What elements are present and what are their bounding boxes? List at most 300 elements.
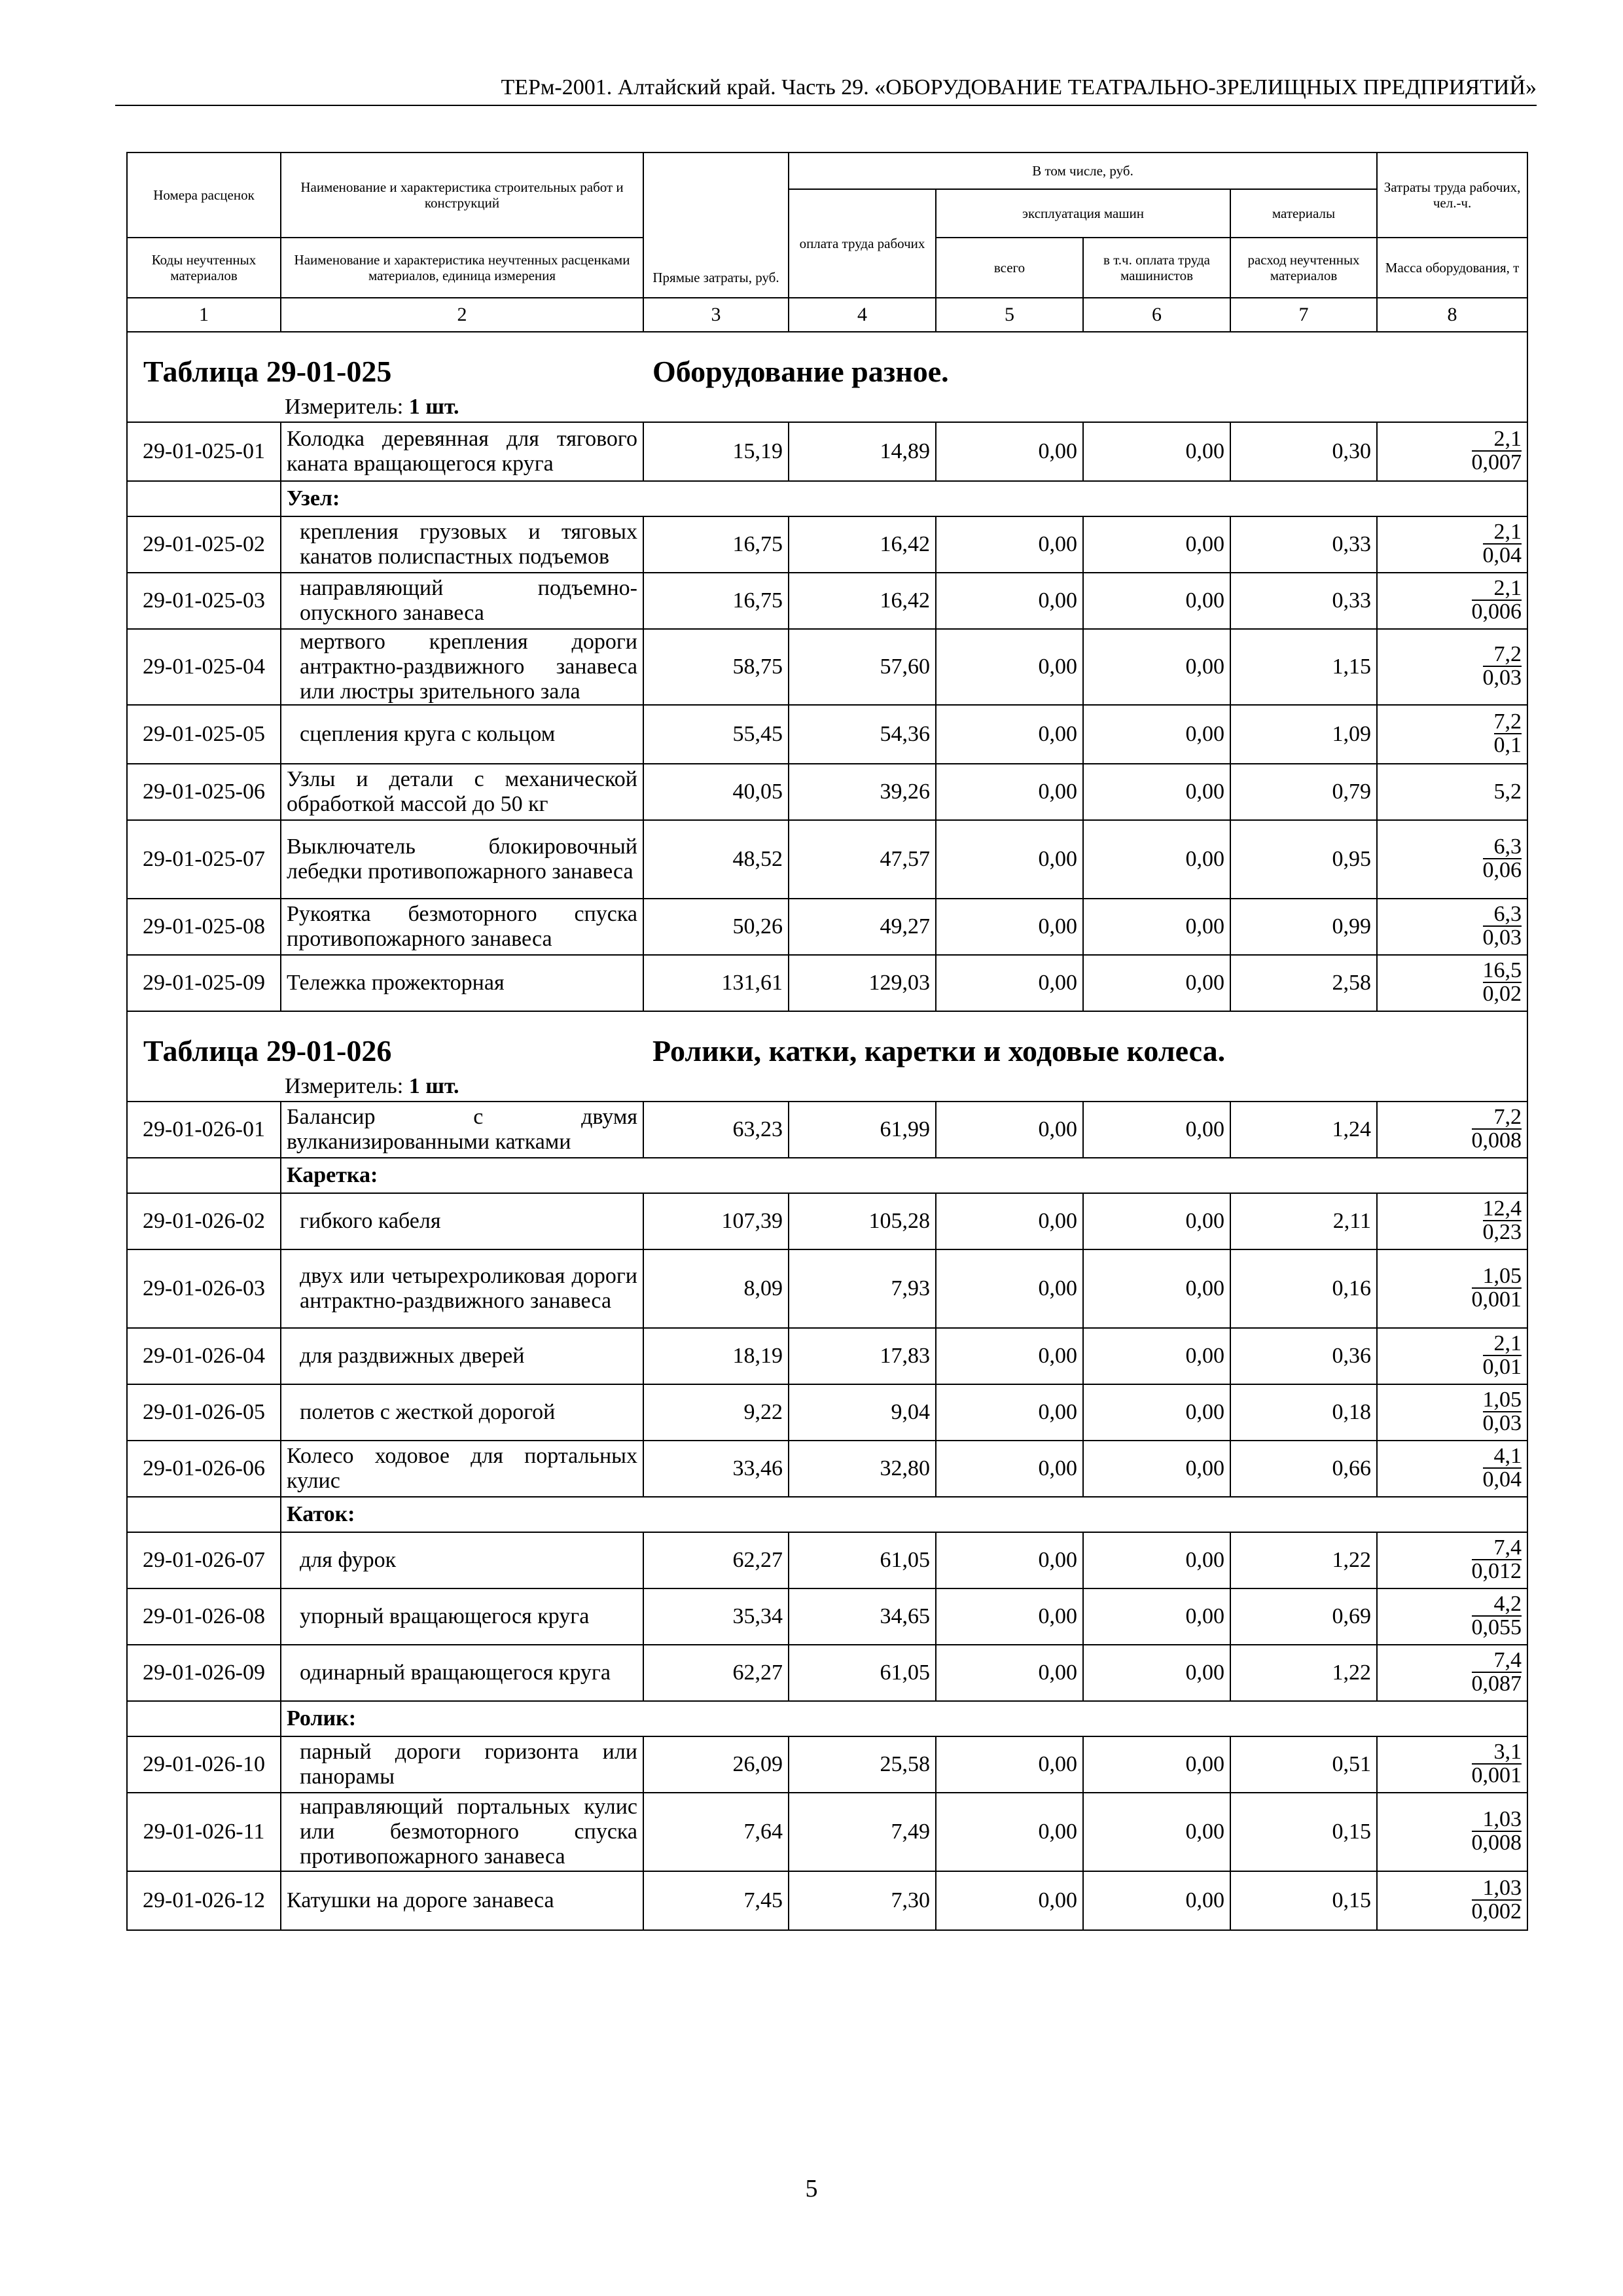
rate-code: 29-01-026-01 bbox=[127, 1102, 281, 1158]
rate-row bbox=[127, 573, 1527, 629]
labor-hours: 4,2 bbox=[1472, 1593, 1522, 1617]
value-mach-lab: 0,00 bbox=[1083, 899, 1230, 955]
labor-mass-cell bbox=[1377, 764, 1527, 820]
equipment-mass: 0,01 bbox=[1482, 1355, 1522, 1379]
value-labor: 61,05 bbox=[789, 1532, 936, 1588]
rate-name: мертвого крепления дороги антрактно-раздвижного занавеса или люстры зрительного зала bbox=[281, 629, 643, 705]
col3-header: Прямые затраты, руб. bbox=[643, 152, 789, 298]
value-mach: 0,00 bbox=[936, 629, 1083, 705]
equipment-mass: 0,008 bbox=[1471, 1831, 1522, 1855]
value-labor: 129,03 bbox=[789, 955, 936, 1011]
value-mach: 0,00 bbox=[936, 1102, 1083, 1158]
col1-bottom-header: Коды неучтенных материалов bbox=[127, 238, 281, 298]
labor-hours: 1,03 bbox=[1472, 1808, 1522, 1832]
value-mat: 1,15 bbox=[1230, 629, 1377, 705]
value-direct: 62,27 bbox=[643, 1645, 789, 1701]
labor-mass-cell bbox=[1377, 820, 1527, 899]
value-direct: 15,19 bbox=[643, 422, 789, 481]
col7-header: расход неучтенных материалов bbox=[1230, 238, 1377, 298]
value-mach: 0,00 bbox=[936, 764, 1083, 820]
labor-mass-fraction bbox=[1483, 1198, 1522, 1244]
rate-name: парный дороги горизонта или панорамы bbox=[281, 1736, 643, 1793]
labor-mass-fraction bbox=[1472, 1741, 1522, 1787]
value-labor: 25,58 bbox=[789, 1736, 936, 1793]
rate-code: 29-01-026-06 bbox=[127, 1441, 281, 1497]
value-mach: 0,00 bbox=[936, 1328, 1083, 1384]
value-labor: 32,80 bbox=[789, 1441, 936, 1497]
value-direct: 16,75 bbox=[643, 516, 789, 573]
group-row bbox=[127, 1497, 1527, 1532]
labor-hours: 2,1 bbox=[1472, 428, 1522, 452]
rate-row bbox=[127, 705, 1527, 764]
labor-mass-cell bbox=[1377, 1532, 1527, 1588]
value-mach-lab: 0,00 bbox=[1083, 1249, 1230, 1328]
table-title-cell bbox=[127, 332, 1527, 393]
labor-hours: 7,2 bbox=[1472, 1106, 1522, 1130]
rate-row bbox=[127, 1871, 1527, 1930]
equipment-mass: 0,1 bbox=[1493, 733, 1522, 757]
labor-mass-fraction bbox=[1483, 1445, 1522, 1491]
labor-mass-cell bbox=[1377, 1871, 1527, 1930]
labor-mass-cell bbox=[1377, 1441, 1527, 1497]
rate-name: сцепления круга с кольцом bbox=[281, 705, 643, 764]
rate-row bbox=[127, 1588, 1527, 1645]
equipment-mass: 0,002 bbox=[1471, 1899, 1522, 1924]
rate-name: упорный вращающегося круга bbox=[281, 1588, 643, 1645]
labor-mass-fraction bbox=[1472, 1593, 1522, 1639]
labor-hours: 3,1 bbox=[1472, 1741, 1522, 1765]
value-direct: 26,09 bbox=[643, 1736, 789, 1793]
rate-code: 29-01-026-12 bbox=[127, 1871, 281, 1930]
rate-code: 29-01-026-09 bbox=[127, 1645, 281, 1701]
rate-name: гибкого кабеля bbox=[281, 1193, 643, 1249]
rate-code: 29-01-026-02 bbox=[127, 1193, 281, 1249]
rate-name: Выключатель блокировочный лебедки противопожарного занавеса bbox=[281, 820, 643, 899]
group-label: Ролик: bbox=[281, 1701, 1527, 1736]
value-mat: 1,24 bbox=[1230, 1102, 1377, 1158]
value-mach: 0,00 bbox=[936, 1736, 1083, 1793]
rate-row bbox=[127, 1102, 1527, 1158]
value-mach-lab: 0,00 bbox=[1083, 1328, 1230, 1384]
value-direct: 33,46 bbox=[643, 1441, 789, 1497]
materials-header: материалы bbox=[1230, 189, 1377, 238]
labor-hours: 7,2 bbox=[1493, 709, 1522, 734]
value-mach: 0,00 bbox=[936, 820, 1083, 899]
column-number: 2 bbox=[281, 298, 643, 332]
value-direct: 8,09 bbox=[643, 1249, 789, 1328]
labor-hours: 6,3 bbox=[1483, 836, 1522, 859]
value-mach: 0,00 bbox=[936, 516, 1083, 573]
column-number: 3 bbox=[643, 298, 789, 332]
labor-mass-cell bbox=[1377, 1645, 1527, 1701]
value-mach: 0,00 bbox=[936, 705, 1083, 764]
value-mach: 0,00 bbox=[936, 1384, 1083, 1441]
table-section-025 bbox=[127, 332, 1527, 1011]
group-code-cell bbox=[127, 1158, 281, 1193]
rate-code: 29-01-026-03 bbox=[127, 1249, 281, 1328]
rate-row bbox=[127, 764, 1527, 820]
measure-value: 1 шт. bbox=[408, 395, 459, 419]
value-mat: 2,11 bbox=[1230, 1193, 1377, 1249]
measure-row bbox=[127, 1072, 1527, 1102]
labor-mass-fraction bbox=[1472, 428, 1522, 474]
labor-mass-cell bbox=[1377, 629, 1527, 705]
rate-code: 29-01-026-07 bbox=[127, 1532, 281, 1588]
rate-code: 29-01-026-11 bbox=[127, 1793, 281, 1871]
rate-row bbox=[127, 516, 1527, 573]
value-mat: 0,51 bbox=[1230, 1736, 1377, 1793]
equipment-mass: 0,006 bbox=[1471, 600, 1522, 624]
rate-row bbox=[127, 1193, 1527, 1249]
rate-code: 29-01-026-04 bbox=[127, 1328, 281, 1384]
equipment-mass: 0,03 bbox=[1482, 1411, 1522, 1435]
value-mach-lab: 0,00 bbox=[1083, 820, 1230, 899]
labor-hours: 1,03 bbox=[1472, 1877, 1522, 1901]
rate-row bbox=[127, 820, 1527, 899]
value-mach: 0,00 bbox=[936, 955, 1083, 1011]
rate-name: Тележка прожекторная bbox=[281, 955, 643, 1011]
rate-code: 29-01-025-06 bbox=[127, 764, 281, 820]
value-labor: 16,42 bbox=[789, 573, 936, 629]
rate-row bbox=[127, 1328, 1527, 1384]
table-section-026 bbox=[127, 1011, 1527, 1930]
value-mach-lab: 0,00 bbox=[1083, 1441, 1230, 1497]
table-number: Таблица 29-01-025 bbox=[143, 355, 392, 388]
labor-mass-fraction bbox=[1483, 643, 1522, 689]
labor-mass-cell bbox=[1377, 1588, 1527, 1645]
rate-name: двух или четырехроликовая дороги антрактно-раздвижного занавеса bbox=[281, 1249, 643, 1328]
equipment-mass: 0,06 bbox=[1482, 858, 1522, 882]
value-mach-lab: 0,00 bbox=[1083, 1588, 1230, 1645]
table-number: Таблица 29-01-026 bbox=[143, 1034, 392, 1067]
labor-mass-fraction bbox=[1472, 1649, 1522, 1695]
value-direct: 18,19 bbox=[643, 1328, 789, 1384]
value-mach: 0,00 bbox=[936, 1588, 1083, 1645]
value-mach-lab: 0,00 bbox=[1083, 1645, 1230, 1701]
value-mach: 0,00 bbox=[936, 1193, 1083, 1249]
labor-mass-cell bbox=[1377, 705, 1527, 764]
rate-name: направляющий портальных кулис или безмоторного спуска противопожарного занавеса bbox=[281, 1793, 643, 1871]
col8-top-header: Затраты труда рабочих, чел.-ч. bbox=[1377, 152, 1527, 238]
group-label: Каток: bbox=[281, 1497, 1527, 1532]
value-mat: 2,58 bbox=[1230, 955, 1377, 1011]
page-header: ТЕРм-2001. Алтайский край. Часть 29. «ОБОРУДОВАНИЕ ТЕАТРАЛЬНО-ЗРЕЛИЩНЫХ ПРЕДПРИЯТИЙ» bbox=[115, 71, 1537, 106]
labor-mass-cell bbox=[1377, 1736, 1527, 1793]
value-mat: 0,30 bbox=[1230, 422, 1377, 481]
labor-mass-fraction bbox=[1483, 960, 1522, 1005]
value-mach: 0,00 bbox=[936, 899, 1083, 955]
col6-header: в т.ч. оплата труда машинистов bbox=[1083, 238, 1230, 298]
labor-hours: 2,1 bbox=[1472, 577, 1522, 601]
rate-name: одинарный вращающегося круга bbox=[281, 1645, 643, 1701]
labor-mass-cell bbox=[1377, 899, 1527, 955]
rate-row bbox=[127, 1249, 1527, 1328]
rate-row bbox=[127, 955, 1527, 1011]
equipment-mass: 0,02 bbox=[1482, 982, 1522, 1006]
value-direct: 63,23 bbox=[643, 1102, 789, 1158]
labor-mass-cell bbox=[1377, 516, 1527, 573]
measure-cell bbox=[127, 393, 1527, 422]
value-labor: 14,89 bbox=[789, 422, 936, 481]
rate-row bbox=[127, 422, 1527, 481]
labor-hours: 12,4 bbox=[1482, 1196, 1522, 1221]
page-number: 5 bbox=[805, 2175, 818, 2202]
value-labor: 57,60 bbox=[789, 629, 936, 705]
rate-code: 29-01-025-03 bbox=[127, 573, 281, 629]
value-labor: 9,04 bbox=[789, 1384, 936, 1441]
value-direct: 35,34 bbox=[643, 1588, 789, 1645]
rates-table bbox=[126, 152, 1528, 1931]
column-numbers-row bbox=[127, 298, 1527, 332]
rate-name: Рукоятка безмоторного спуска противопожарного занавеса bbox=[281, 899, 643, 955]
column-number: 1 bbox=[127, 298, 281, 332]
labor-hours: 1,05 bbox=[1472, 1265, 1522, 1289]
rate-name: Балансир с двумя вулканизированными катками bbox=[281, 1102, 643, 1158]
table-title-cell bbox=[127, 1011, 1527, 1072]
rate-name: для фурок bbox=[281, 1532, 643, 1588]
equipment-mass: 0,001 bbox=[1471, 1287, 1522, 1312]
rate-code: 29-01-026-10 bbox=[127, 1736, 281, 1793]
labor-hours: 7,4 bbox=[1472, 1537, 1522, 1560]
value-labor: 7,93 bbox=[789, 1249, 936, 1328]
value-mach-lab: 0,00 bbox=[1083, 629, 1230, 705]
equipment-mass: 0,04 bbox=[1482, 543, 1522, 567]
value-mat: 0,79 bbox=[1230, 764, 1377, 820]
value-direct: 48,52 bbox=[643, 820, 789, 899]
value-direct: 55,45 bbox=[643, 705, 789, 764]
value-direct: 7,64 bbox=[643, 1793, 789, 1871]
value-direct: 50,26 bbox=[643, 899, 789, 955]
value-direct: 107,39 bbox=[643, 1193, 789, 1249]
rate-row bbox=[127, 1645, 1527, 1701]
value-direct: 9,22 bbox=[643, 1384, 789, 1441]
table-title-row bbox=[127, 1011, 1527, 1072]
labor-mass-cell bbox=[1377, 422, 1527, 481]
equipment-mass: 0,23 bbox=[1482, 1220, 1522, 1244]
machines-header: эксплуатация машин bbox=[936, 189, 1230, 238]
rate-code: 29-01-025-02 bbox=[127, 516, 281, 573]
value-mach-lab: 0,00 bbox=[1083, 1193, 1230, 1249]
column-number: 5 bbox=[936, 298, 1083, 332]
equipment-mass: 0,03 bbox=[1482, 666, 1522, 690]
value-mat: 0,69 bbox=[1230, 1588, 1377, 1645]
value-labor: 61,99 bbox=[789, 1102, 936, 1158]
equipment-mass: 0,008 bbox=[1471, 1128, 1522, 1153]
labor-hours: 7,4 bbox=[1472, 1649, 1522, 1673]
rate-name: крепления грузовых и тяговых канатов полиспастных подъемов bbox=[281, 516, 643, 573]
value-mat: 0,16 bbox=[1230, 1249, 1377, 1328]
value-mat: 0,66 bbox=[1230, 1441, 1377, 1497]
value-mach: 0,00 bbox=[936, 1645, 1083, 1701]
equipment-mass: 0,04 bbox=[1482, 1467, 1522, 1492]
col1-top-header: Номера расценок bbox=[127, 152, 281, 238]
labor-mass-cell bbox=[1377, 1193, 1527, 1249]
table-title: Оборудование разное. bbox=[652, 355, 949, 388]
group-row bbox=[127, 481, 1527, 516]
labor-mass-fraction bbox=[1472, 1106, 1522, 1152]
equipment-mass: 0,055 bbox=[1471, 1615, 1522, 1640]
labor-mass-cell bbox=[1377, 1793, 1527, 1871]
labor-mass-fraction bbox=[1472, 1265, 1522, 1311]
value-mach: 0,00 bbox=[936, 1793, 1083, 1871]
value-direct: 40,05 bbox=[643, 764, 789, 820]
column-number: 7 bbox=[1230, 298, 1377, 332]
labor-mass-cell bbox=[1377, 1102, 1527, 1158]
value-mach-lab: 0,00 bbox=[1083, 1736, 1230, 1793]
value-labor: 7,30 bbox=[789, 1871, 936, 1930]
column-number: 4 bbox=[789, 298, 936, 332]
rate-name: Колодка деревянная для тягового каната вращающегося круга bbox=[281, 422, 643, 481]
rate-code: 29-01-026-05 bbox=[127, 1384, 281, 1441]
labor-hours: 2,1 bbox=[1483, 1333, 1522, 1356]
incl-header: В том числе, руб. bbox=[789, 152, 1377, 189]
labor-hours: 5,2 bbox=[1493, 780, 1522, 804]
equipment-mass: 0,087 bbox=[1471, 1672, 1522, 1696]
rate-name: Узлы и детали с механической обработкой массой до 50 кг bbox=[281, 764, 643, 820]
labor-mass-cell bbox=[1377, 1384, 1527, 1441]
labor-hours: 6,3 bbox=[1483, 903, 1522, 927]
value-mat: 0,33 bbox=[1230, 516, 1377, 573]
rate-code: 29-01-025-04 bbox=[127, 629, 281, 705]
equipment-mass: 0,012 bbox=[1471, 1559, 1522, 1583]
group-code-cell bbox=[127, 1701, 281, 1736]
measure-label: Измеритель: bbox=[285, 1074, 404, 1098]
value-mach: 0,00 bbox=[936, 1249, 1083, 1328]
value-mach-lab: 0,00 bbox=[1083, 1102, 1230, 1158]
group-label: Узел: bbox=[281, 481, 1527, 516]
measure-cell bbox=[127, 1072, 1527, 1102]
measure-label: Измеритель: bbox=[285, 395, 404, 419]
rate-name: Катушки на дороге занавеса bbox=[281, 1871, 643, 1930]
value-mat: 0,36 bbox=[1230, 1328, 1377, 1384]
col5-header: всего bbox=[936, 238, 1083, 298]
labor-mass-fraction bbox=[1472, 577, 1522, 623]
value-mach-lab: 0,00 bbox=[1083, 705, 1230, 764]
rate-code: 29-01-025-01 bbox=[127, 422, 281, 481]
value-labor: 47,57 bbox=[789, 820, 936, 899]
column-number: 6 bbox=[1083, 298, 1230, 332]
rate-row bbox=[127, 1384, 1527, 1441]
col8-bottom-header: Масса оборудования, т bbox=[1377, 238, 1527, 298]
rate-row bbox=[127, 1532, 1527, 1588]
col4-header: оплата труда рабочих bbox=[789, 189, 936, 298]
rate-row bbox=[127, 1793, 1527, 1871]
group-row bbox=[127, 1158, 1527, 1193]
equipment-mass: 0,007 bbox=[1471, 450, 1522, 475]
labor-mass-cell bbox=[1377, 573, 1527, 629]
table-title: Ролики, катки, каретки и ходовые колеса. bbox=[652, 1034, 1226, 1067]
labor-hours: 4,1 bbox=[1483, 1445, 1522, 1469]
labor-mass-fraction bbox=[1472, 1537, 1522, 1583]
value-mach: 0,00 bbox=[936, 1871, 1083, 1930]
value-mach: 0,00 bbox=[936, 1441, 1083, 1497]
value-labor: 54,36 bbox=[789, 705, 936, 764]
value-mach-lab: 0,00 bbox=[1083, 764, 1230, 820]
value-direct: 58,75 bbox=[643, 629, 789, 705]
value-labor: 49,27 bbox=[789, 899, 936, 955]
labor-mass-fraction bbox=[1483, 903, 1522, 949]
value-labor: 39,26 bbox=[789, 764, 936, 820]
value-mat: 0,15 bbox=[1230, 1871, 1377, 1930]
value-labor: 105,28 bbox=[789, 1193, 936, 1249]
value-mach-lab: 0,00 bbox=[1083, 1532, 1230, 1588]
col2-top-header: Наименование и характеристика строительных работ и конструкций bbox=[281, 152, 643, 238]
group-row bbox=[127, 1701, 1527, 1736]
labor-hours: 16,5 bbox=[1482, 958, 1522, 982]
value-direct: 62,27 bbox=[643, 1532, 789, 1588]
value-mach-lab: 0,00 bbox=[1083, 1871, 1230, 1930]
value-mat: 0,95 bbox=[1230, 820, 1377, 899]
group-code-cell bbox=[127, 481, 281, 516]
equipment-mass: 0,03 bbox=[1482, 925, 1522, 950]
value-mach: 0,00 bbox=[936, 1532, 1083, 1588]
value-mat: 1,22 bbox=[1230, 1532, 1377, 1588]
table-title-row bbox=[127, 332, 1527, 393]
labor-mass-fraction bbox=[1494, 711, 1522, 757]
value-mat: 0,33 bbox=[1230, 573, 1377, 629]
group-code-cell bbox=[127, 1497, 281, 1532]
rate-code: 29-01-025-05 bbox=[127, 705, 281, 764]
value-direct: 16,75 bbox=[643, 573, 789, 629]
labor-mass-fraction bbox=[1472, 1808, 1522, 1854]
value-mach-lab: 0,00 bbox=[1083, 1793, 1230, 1871]
rate-row bbox=[127, 1736, 1527, 1793]
value-mach-lab: 0,00 bbox=[1083, 516, 1230, 573]
rate-code: 29-01-026-08 bbox=[127, 1588, 281, 1645]
value-labor: 7,49 bbox=[789, 1793, 936, 1871]
value-mach: 0,00 bbox=[936, 422, 1083, 481]
labor-mass-cell bbox=[1377, 955, 1527, 1011]
labor-hours: 2,1 bbox=[1483, 521, 1522, 545]
measure-row bbox=[127, 393, 1527, 422]
rate-code: 29-01-025-09 bbox=[127, 955, 281, 1011]
labor-hours: 1,05 bbox=[1482, 1388, 1522, 1412]
value-labor: 17,83 bbox=[789, 1328, 936, 1384]
value-mach-lab: 0,00 bbox=[1083, 1384, 1230, 1441]
col2-bottom-header: Наименование и характеристика неучтенных расценками материалов, единица измерения bbox=[281, 238, 643, 298]
rate-name: для раздвижных дверей bbox=[281, 1328, 643, 1384]
rate-code: 29-01-025-07 bbox=[127, 820, 281, 899]
labor-mass-cell bbox=[1377, 1249, 1527, 1328]
value-mat: 1,22 bbox=[1230, 1645, 1377, 1701]
rate-name: полетов с жесткой дорогой bbox=[281, 1384, 643, 1441]
column-number: 8 bbox=[1377, 298, 1527, 332]
rate-row bbox=[127, 629, 1527, 705]
rate-name: направляющий подъемно-опускного занавеса bbox=[281, 573, 643, 629]
rate-name: Колесо ходовое для портальных кулис bbox=[281, 1441, 643, 1497]
value-labor: 34,65 bbox=[789, 1588, 936, 1645]
rate-row bbox=[127, 1441, 1527, 1497]
rate-row bbox=[127, 899, 1527, 955]
value-mach: 0,00 bbox=[936, 573, 1083, 629]
value-mat: 0,18 bbox=[1230, 1384, 1377, 1441]
labor-mass-fraction bbox=[1483, 836, 1522, 882]
labor-mass-fraction bbox=[1483, 1389, 1522, 1435]
equipment-mass: 0,001 bbox=[1471, 1763, 1522, 1787]
value-labor: 16,42 bbox=[789, 516, 936, 573]
labor-hours: 7,2 bbox=[1483, 643, 1522, 667]
measure-value: 1 шт. bbox=[408, 1074, 459, 1098]
rate-code: 29-01-025-08 bbox=[127, 899, 281, 955]
value-mach-lab: 0,00 bbox=[1083, 955, 1230, 1011]
group-label: Каретка: bbox=[281, 1158, 1527, 1193]
value-mat: 0,15 bbox=[1230, 1793, 1377, 1871]
value-mat: 1,09 bbox=[1230, 705, 1377, 764]
labor-mass-fraction bbox=[1472, 1877, 1522, 1923]
labor-mass-fraction bbox=[1483, 521, 1522, 567]
labor-mass-fraction bbox=[1483, 1333, 1522, 1378]
value-labor: 61,05 bbox=[789, 1645, 936, 1701]
